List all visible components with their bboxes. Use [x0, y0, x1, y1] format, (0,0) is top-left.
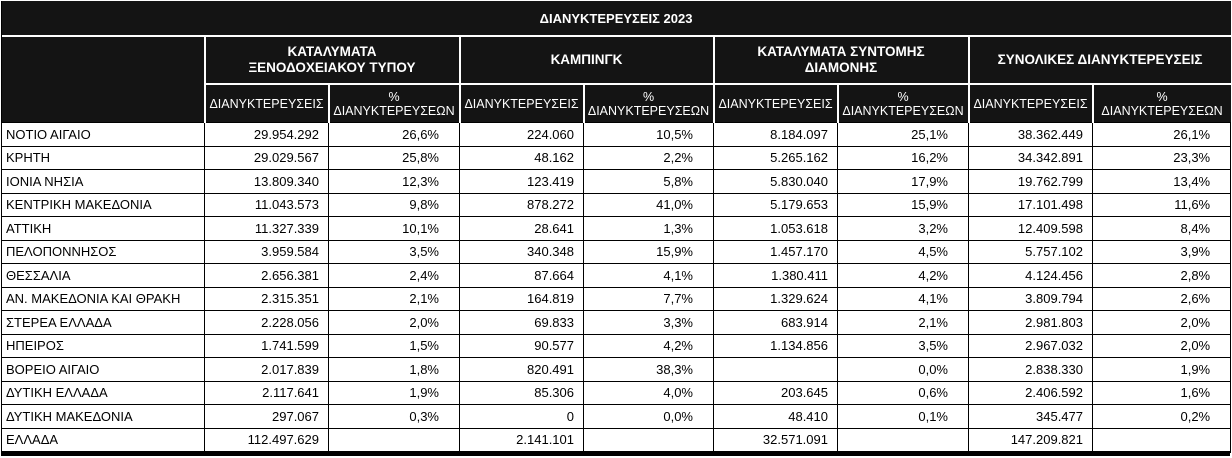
percent-cell: 4,1% [584, 264, 714, 288]
value-cell: 90.577 [460, 334, 584, 358]
subheader-value: ΔΙΑΝΥΚΤΕΡΕΥΣΕΙΣ [969, 84, 1093, 123]
percent-cell: 4,0% [584, 381, 714, 405]
value-cell: 1.053.618 [714, 217, 838, 241]
percent-cell: 5,8% [584, 170, 714, 194]
region-cell: ΕΛΛΑΔΑ [2, 428, 205, 452]
table-row [2, 287, 1231, 311]
table-row [2, 240, 1231, 264]
value-cell: 2.981.803 [969, 311, 1093, 335]
percent-cell: 2,2% [584, 146, 714, 170]
table-row [2, 358, 1231, 382]
percent-cell: 26,1% [1093, 123, 1231, 147]
value-cell: 5.830.040 [714, 170, 838, 194]
percent-cell: 12,3% [329, 170, 460, 194]
region-cell: ΚΡΗΤΗ [2, 146, 205, 170]
table-container [1, 1, 1230, 456]
percent-cell: 4,1% [838, 287, 969, 311]
percent-cell [1093, 428, 1231, 452]
table-row [2, 334, 1231, 358]
table-row [2, 123, 1231, 147]
region-cell: ΑΤΤΙΚΗ [2, 217, 205, 241]
region-cell: ΠΕΛΟΠΟΝΝΗΣΟΣ [2, 240, 205, 264]
value-cell: 3.959.584 [205, 240, 329, 264]
percent-cell: 1,9% [329, 381, 460, 405]
value-cell: 87.664 [460, 264, 584, 288]
value-cell: 85.306 [460, 381, 584, 405]
percent-cell: 1,5% [329, 334, 460, 358]
value-cell: 19.762.799 [969, 170, 1093, 194]
value-cell: 2.838.330 [969, 358, 1093, 382]
group-header-total: ΣΥΝΟΛΙΚΕΣ ΔΙΑΝΥΚΤΕΡΕΥΣΕΙΣ [969, 36, 1231, 84]
region-cell: ΔΥΤΙΚΗ ΕΛΛΑΔΑ [2, 381, 205, 405]
value-cell: 5.179.653 [714, 193, 838, 217]
value-cell: 8.184.097 [714, 123, 838, 147]
region-cell: ΑΝ. ΜΑΚΕΔΟΝΙΑ ΚΑΙ ΘΡΑΚΗ [2, 287, 205, 311]
percent-cell: 2,0% [1093, 334, 1231, 358]
percent-cell: 2,1% [329, 287, 460, 311]
region-cell: ΘΕΣΣΑΛΙΑ [2, 264, 205, 288]
value-cell: 683.914 [714, 311, 838, 335]
table-row [2, 193, 1231, 217]
percent-cell: 0,6% [838, 381, 969, 405]
percent-cell: 11,6% [1093, 193, 1231, 217]
value-cell: 48.162 [460, 146, 584, 170]
percent-cell: 3,9% [1093, 240, 1231, 264]
value-cell: 32.571.091 [714, 428, 838, 452]
percent-cell: 1,8% [329, 358, 460, 382]
region-cell: ΙΟΝΙΑ ΝΗΣΙΑ [2, 170, 205, 194]
percent-cell: 1,3% [584, 217, 714, 241]
value-cell: 2.656.381 [205, 264, 329, 288]
value-cell: 203.645 [714, 381, 838, 405]
percent-cell: 41,0% [584, 193, 714, 217]
value-cell: 4.124.456 [969, 264, 1093, 288]
value-cell: 48.410 [714, 405, 838, 429]
value-cell: 878.272 [460, 193, 584, 217]
percent-cell: 2,1% [838, 311, 969, 335]
value-cell: 123.419 [460, 170, 584, 194]
percent-cell [584, 428, 714, 452]
value-cell: 1.457.170 [714, 240, 838, 264]
group-header-hotels: ΚΑΤΑΛΥΜΑΤΑ ΞΕΝΟΔΟΧΕΙΑΚΟΥ ΤΥΠΟΥ [205, 36, 460, 84]
subheader-percent-symbol: % [897, 89, 909, 104]
percent-cell: 1,6% [1093, 381, 1231, 405]
region-cell: ΝΟΤΙΟ ΑΙΓΑΙΟ [2, 123, 205, 147]
value-cell: 29.029.567 [205, 146, 329, 170]
percent-cell: 0,2% [1093, 405, 1231, 429]
percent-cell: 4,5% [838, 240, 969, 264]
region-cell: ΔΥΤΙΚΗ ΜΑΚΕΔΟΝΙΑ [2, 405, 205, 429]
value-cell: 2.117.641 [205, 381, 329, 405]
value-cell: 2.228.056 [205, 311, 329, 335]
percent-cell: 0,1% [838, 405, 969, 429]
subheader-value: ΔΙΑΝΥΚΤΕΡΕΥΣΕΙΣ [205, 84, 329, 123]
value-cell: 17.101.498 [969, 193, 1093, 217]
percent-cell: 23,3% [1093, 146, 1231, 170]
percent-cell: 3,5% [838, 334, 969, 358]
percent-cell: 0,0% [584, 405, 714, 429]
value-cell: 5.265.162 [714, 146, 838, 170]
value-cell: 3.809.794 [969, 287, 1093, 311]
value-cell: 2.967.032 [969, 334, 1093, 358]
value-cell: 2.406.592 [969, 381, 1093, 405]
value-cell: 297.067 [205, 405, 329, 429]
value-cell: 2.141.101 [460, 428, 584, 452]
value-cell: 29.954.292 [205, 123, 329, 147]
value-cell: 1.134.856 [714, 334, 838, 358]
value-cell: 11.043.573 [205, 193, 329, 217]
value-cell: 340.348 [460, 240, 584, 264]
percent-cell: 17,9% [838, 170, 969, 194]
percent-cell: 0,3% [329, 405, 460, 429]
subheader-percent-symbol: % [388, 89, 400, 104]
percent-cell: 2,0% [1093, 311, 1231, 335]
table-row [2, 381, 1231, 405]
value-cell: 820.491 [460, 358, 584, 382]
percent-cell: 3,3% [584, 311, 714, 335]
value-cell: 1.741.599 [205, 334, 329, 358]
percent-cell: 15,9% [838, 193, 969, 217]
percent-cell: 15,9% [584, 240, 714, 264]
percent-cell: 0,0% [838, 358, 969, 382]
percent-cell: 9,8% [329, 193, 460, 217]
subheader-value: ΔΙΑΝΥΚΤΕΡΕΥΣΕΙΣ [714, 84, 838, 123]
table-row [2, 146, 1231, 170]
subheader-percent-label: ΔΙΑΝΥΚΤΕΡΕΥΣΕΩΝ [842, 103, 964, 118]
table-row [2, 170, 1231, 194]
percent-cell: 2,6% [1093, 287, 1231, 311]
overnight-stays-table [1, 1, 1231, 453]
subheader-percent [838, 84, 969, 123]
percent-cell: 16,2% [838, 146, 969, 170]
value-cell: 147.209.821 [969, 428, 1093, 452]
value-cell: 345.477 [969, 405, 1093, 429]
percent-cell: 1,9% [1093, 358, 1231, 382]
value-cell: 13.809.340 [205, 170, 329, 194]
value-cell: 112.497.629 [205, 428, 329, 452]
percent-cell: 2,4% [329, 264, 460, 288]
subheader-value: ΔΙΑΝΥΚΤΕΡΕΥΣΕΙΣ [460, 84, 584, 123]
table-row [2, 264, 1231, 288]
value-cell: 34.342.891 [969, 146, 1093, 170]
percent-cell: 3,2% [838, 217, 969, 241]
value-cell: 69.833 [460, 311, 584, 335]
percent-cell: 13,4% [1093, 170, 1231, 194]
percent-cell: 2,8% [1093, 264, 1231, 288]
table-title: ΔΙΑΝΥΚΤΕΡΕΥΣΕΙΣ 2023 [2, 1, 1231, 36]
subheader-percent [329, 84, 460, 123]
value-cell: 164.819 [460, 287, 584, 311]
region-cell: ΒΟΡΕΙΟ ΑΙΓΑΙΟ [2, 358, 205, 382]
percent-cell: 26,6% [329, 123, 460, 147]
header-corner [2, 36, 205, 123]
value-cell: 2.017.839 [205, 358, 329, 382]
percent-cell: 3,5% [329, 240, 460, 264]
value-cell: 5.757.102 [969, 240, 1093, 264]
value-cell: 38.362.449 [969, 123, 1093, 147]
percent-cell: 38,3% [584, 358, 714, 382]
table-row [2, 217, 1231, 241]
value-cell: 0 [460, 405, 584, 429]
percent-cell: 7,7% [584, 287, 714, 311]
value-cell: 12.409.598 [969, 217, 1093, 241]
subheader-percent [1093, 84, 1231, 123]
table-row [2, 405, 1231, 429]
value-cell: 1.329.624 [714, 287, 838, 311]
percent-cell: 4,2% [838, 264, 969, 288]
value-cell: 11.327.339 [205, 217, 329, 241]
percent-cell: 10,5% [584, 123, 714, 147]
subheader-percent [584, 84, 714, 123]
value-cell: 2.315.351 [205, 287, 329, 311]
subheader-percent-symbol: % [1156, 89, 1168, 104]
table-row [2, 428, 1231, 452]
percent-cell: 25,1% [838, 123, 969, 147]
value-cell [714, 358, 838, 382]
region-cell: ΗΠΕΙΡΟΣ [2, 334, 205, 358]
percent-cell: 4,2% [584, 334, 714, 358]
percent-cell [329, 428, 460, 452]
percent-cell: 2,0% [329, 311, 460, 335]
subheader-percent-label: ΔΙΑΝΥΚΤΕΡΕΥΣΕΩΝ [1101, 103, 1223, 118]
group-header-short-stay: ΚΑΤΑΛΥΜΑΤΑ ΣΥΝΤΟΜΗΣ ΔΙΑΜΟΝΗΣ [714, 36, 969, 84]
percent-cell: 8,4% [1093, 217, 1231, 241]
value-cell: 1.380.411 [714, 264, 838, 288]
value-cell: 224.060 [460, 123, 584, 147]
subheader-percent-label: ΔΙΑΝΥΚΤΕΡΕΥΣΕΩΝ [587, 103, 710, 118]
subheader-percent-label: ΔΙΑΝΥΚΤΕΡΕΥΣΕΩΝ [333, 103, 455, 118]
table-row [2, 311, 1231, 335]
subheader-percent-symbol: % [642, 89, 655, 104]
percent-cell [838, 428, 969, 452]
percent-cell: 25,8% [329, 146, 460, 170]
percent-cell: 10,1% [329, 217, 460, 241]
region-cell: ΚΕΝΤΡΙΚΗ ΜΑΚΕΔΟΝΙΑ [2, 193, 205, 217]
region-cell: ΣΤΕΡΕΑ ΕΛΛΑΔΑ [2, 311, 205, 335]
group-header-camping: ΚΑΜΠΙΝΓΚ [460, 36, 714, 84]
value-cell: 28.641 [460, 217, 584, 241]
